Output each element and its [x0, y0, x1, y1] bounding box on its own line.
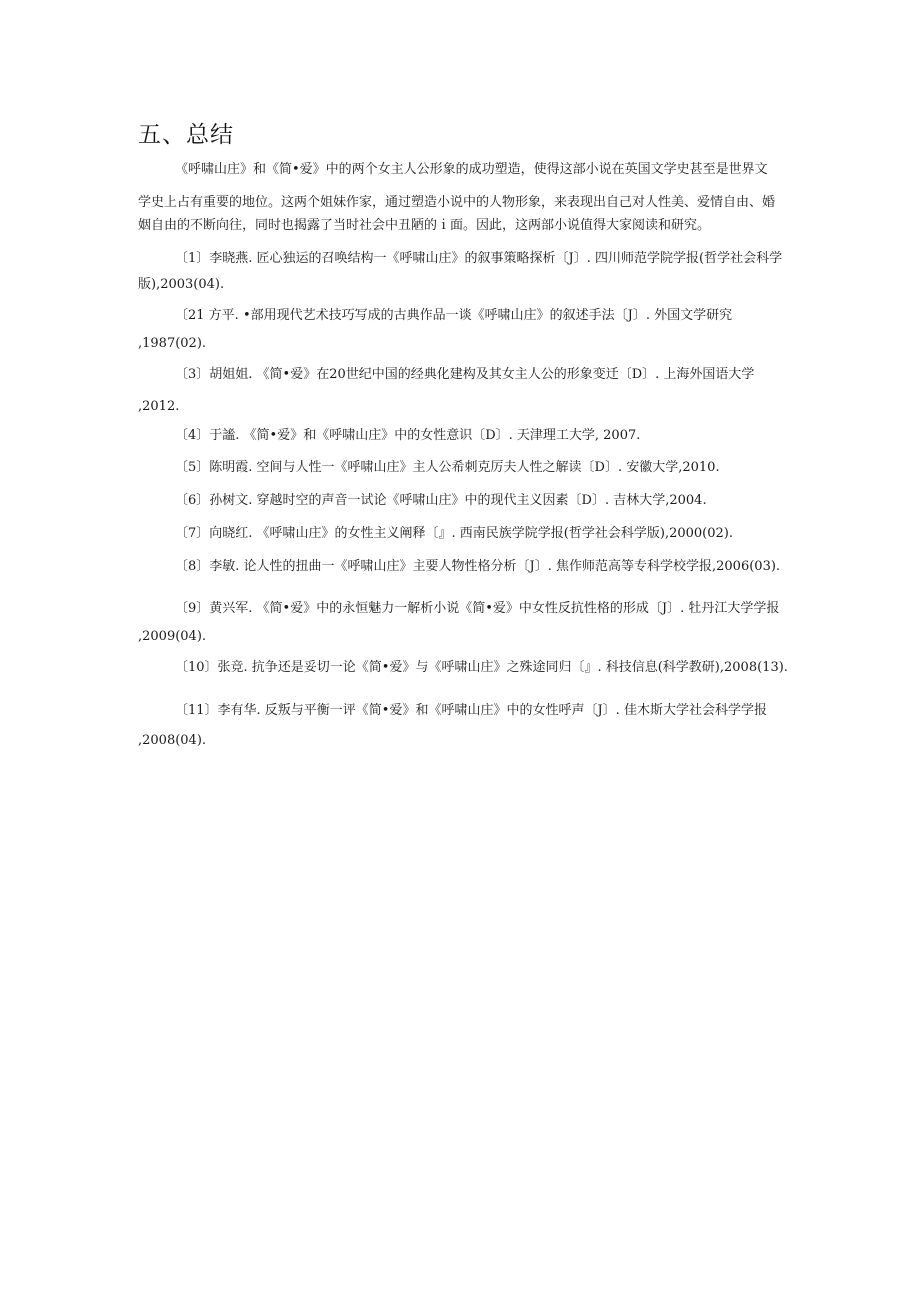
reference-item — [138, 457, 784, 479]
reference-line: 〔7〕向晓红. 《呼啸山庄》的女性主义阐释〔』. 西南民族学院学报(哲学社会科学版),2000(02). — [175, 526, 733, 541]
summary-line: 姻自由的不断向往，同时也揭露了当时社会中丑陋的ｉ面。因此，这两部小说值得大家阅读和研究。 — [138, 218, 711, 233]
reference-line: 〔6〕孙树文. 穿越时空的声音一试论《呼啸山庄》中的现代主义因素〔D〕. 吉林大学,2004. — [175, 493, 707, 508]
reference-line: 〔1〕李晓燕. 匠心独运的召唤结构一《呼啸山庄》的叙事策略探析〔J〕. 四川师范学院学报(哲学社会科学 — [175, 251, 783, 266]
reference-line: 〔3〕胡姐姐. 《简•爱》在20世纪中国的经典化建构及其女主人公的形象变迁〔D〕. 上海外国语大学 — [175, 367, 755, 382]
reference-item — [138, 700, 784, 752]
reference-line: 版),2003(04). — [138, 277, 225, 292]
reference-line: 〔9〕黄兴军. 《简•爱》中的永恒魅力一解析小说《简•爱》中女性反抗性格的形成〔J〕. 牡丹江大学学报 — [175, 601, 780, 616]
reference-item — [138, 556, 784, 578]
reference-line: ,2012. — [138, 399, 180, 414]
section-title: 五、总结 — [138, 122, 234, 148]
reference-line: ,1987(02). — [138, 336, 207, 351]
reference-line: ,2009(04). — [138, 629, 207, 644]
reference-item — [138, 364, 784, 418]
reference-item — [138, 598, 784, 648]
summary-paragraph — [138, 159, 784, 237]
reference-line: 〔21 方平. •部用现代艺术技巧写成的古典作品一谈《呼啸山庄》的叙述手法〔J〕. 外国文学研究 — [175, 308, 733, 323]
summary-line: 《呼啸山庄》和《简•爱》中的两个女主人公形象的成功塑造，使得这部小说在英国文学史甚至是世界文 — [175, 162, 768, 177]
summary-line: 学史上占有重要的地位。这两个姐妹作家，通过塑造小说中的人物形象，来表现出自己对人性美、爱情自由、婚 — [138, 195, 776, 210]
reference-item — [138, 490, 784, 512]
reference-item — [138, 523, 784, 545]
reference-line: 〔5〕陈明霞. 空间与人性一《呼啸山庄》主人公希刺克厉夫人性之解读〔D〕. 安徽大学,2010. — [175, 460, 720, 475]
reference-item — [138, 657, 788, 679]
reference-line: 〔8〕李敏. 论人性的扭曲一《呼啸山庄》主要人物性格分析〔J〕. 焦作师范高等专科学校学报,2006(03). — [175, 559, 781, 574]
reference-line: ,2008(04). — [138, 733, 207, 748]
reference-item — [138, 425, 784, 447]
reference-line: 〔10〕张竞. 抗争还是妥切一论《简•爱》与《呼啸山庄》之殊途同归〔』. 科技信息(科学教研),2008(13). — [175, 660, 788, 675]
reference-line: 〔11〕李有华. 反叛与平衡一评《简•爱》和《呼啸山庄》中的女性呼声〔J〕. 佳木斯大学社会科学学报 — [175, 703, 767, 718]
reference-item — [138, 248, 784, 296]
reference-line: 〔4〕于謐. 《简•爱》和《呼啸山庄》中的女性意识〔D〕. 天津理工大学, 2007. — [175, 428, 641, 443]
reference-item — [138, 305, 784, 355]
